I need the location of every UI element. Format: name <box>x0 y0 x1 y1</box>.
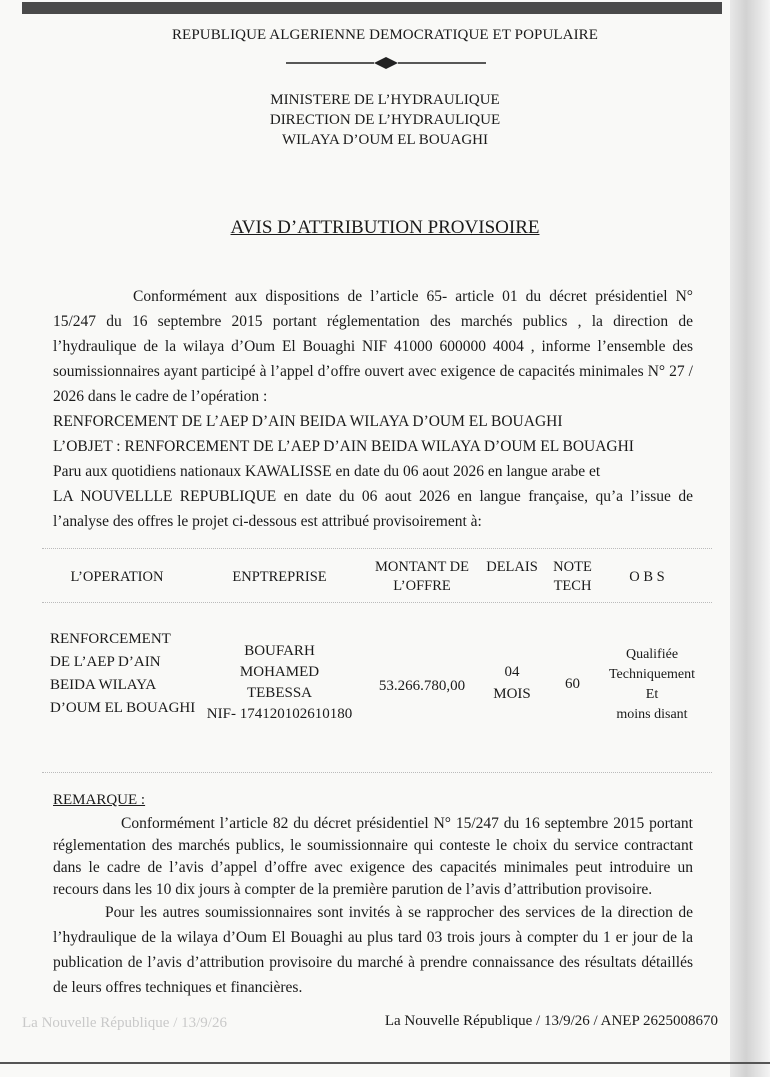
header-montant-line2: L’OFFRE <box>393 578 451 594</box>
table-top-rule <box>42 548 712 549</box>
publication-line-1: Paru aux quotidiens nationaux KAWALISSE en date du 06 aout 2026 en langue arabe et <box>53 463 601 480</box>
cell-operation-line: BEIDA WILAYA <box>50 677 157 693</box>
intro-section <box>53 284 693 534</box>
remarque-paragraph-2: Pour les autres soumissionnaires sont invités à se rapprocher des services de la direction de l’hydraulique de la wilaya d’Oum El Bouaghi au plus tard 03 trois jours à compter du 1 er jour de la publication de l’avis d’attribution provisoire du marché à prendre connaissance des résultats détaillés de leurs offres techniques et financières. <box>53 904 693 996</box>
header-obs: O B S <box>629 569 665 585</box>
header-note <box>545 558 600 596</box>
cell-obs-line: Techniquement <box>608 667 696 682</box>
cell-entreprise-line: BOUFARH <box>244 643 315 659</box>
remarque-section-2 <box>53 900 693 1000</box>
intro-paragraph: Conformément aux dispositions de l’article 65- article 01 du décret présidentiel N° 15/247 du 16 septembre 2015 portant réglementation des marchés publics , la direction de l’hydraulique de la wilaya d’Oum El Bouaghi NIF 41000 600000 4004 , informe l’ensemble des soumissionnaires ayant participé à l’appel d’offre ouvert avec exigence de capacités minimales N° 27 / 2026 dans le cadre de l’opération : <box>53 288 693 405</box>
cell-obs-line: moins disant <box>616 707 688 722</box>
header-montant-line1: MONTANT DE <box>374 559 470 575</box>
cell-operation-line: D’OUM EL BOUAGHI <box>50 700 196 716</box>
republic-header: REPUBLIQUE ALGERIENNE DEMOCRATIQUE ET POPULAIRE <box>171 27 599 43</box>
operation-line: RENFORCEMENT DE L’AEP D’AIN BEIDA WILAYA D’OUM EL BOUAGHI <box>53 413 563 430</box>
header-montant <box>367 558 477 596</box>
header-delais: DELAIS <box>486 559 538 575</box>
header-note-line2: TECH <box>553 578 592 594</box>
scan-bottom-rule <box>0 1062 770 1064</box>
cell-obs-line: Qualifiée <box>625 647 679 662</box>
bleed-through-footer: La Nouvelle République / 13/9/26 <box>22 1015 227 1031</box>
header-note-line1: NOTE <box>553 559 592 575</box>
header-ornament <box>286 56 486 70</box>
header-entreprise: ENPTREPRISE <box>232 569 327 585</box>
cell-entreprise-line: MOHAMED <box>239 664 320 680</box>
ministry-block <box>40 90 730 150</box>
ministry-line: MINISTERE DE L’HYDRAULIQUE <box>270 92 500 108</box>
remarque-paragraph-1: Conformément l’article 82 du décret présidentiel N° 15/247 du 16 septembre 2015 portant réglementation des marchés publics, le soumissionnaire qui conteste le choix du service contractant dans le cadre de l’avis d’appel d’offre avec exigence des capacités minimales peut introduire un recours dans les 10 dix jours à compter de la première parution de l’avis d’attribution provisoire. <box>53 815 693 898</box>
cell-entreprise-line: NIF- 174120102610180 <box>206 706 353 722</box>
cell-note: 60 <box>565 676 580 692</box>
remarque-section <box>53 813 693 901</box>
header-operation: L’OPERATION <box>70 569 164 585</box>
direction-line: DIRECTION DE L’HYDRAULIQUE <box>269 112 501 128</box>
object-line: L’OBJET : RENFORCEMENT DE L’AEP D’AIN BEIDA WILAYA D’OUM EL BOUAGHI <box>53 438 634 455</box>
cell-obs <box>597 645 707 725</box>
scan-right-edge <box>730 0 770 1077</box>
document-title: AVIS D’ATTRIBUTION PROVISOIRE <box>230 217 540 238</box>
cell-operation <box>50 628 210 720</box>
scan-top-bar <box>22 2 722 14</box>
cell-delais-line: 04 <box>504 664 520 680</box>
publication-footer: La Nouvelle République / 13/9/26 / ANEP 2625008670 <box>384 1013 718 1029</box>
wilaya-line: WILAYA D’OUM EL BOUAGHI <box>282 132 488 148</box>
cell-montant: 53.266.780,00 <box>378 678 466 694</box>
cell-delais-line: MOIS <box>493 686 531 702</box>
cell-delais <box>482 661 542 705</box>
cell-obs-line: Et <box>645 687 659 702</box>
publication-line-2: LA NOUVELLLE REPUBLIQUE en date du 06 aout 2026 en langue française, qu’a l’issue de l’analyse des offres le projet ci-dessous est attribué provisoirement à: <box>53 488 693 530</box>
cell-entreprise <box>202 641 357 725</box>
cell-operation-line: RENFORCEMENT <box>50 631 171 647</box>
table-bottom-rule <box>42 772 712 773</box>
table-header-rule <box>42 602 712 603</box>
cell-entreprise-line: TEBESSA <box>246 685 312 701</box>
remarque-label: REMARQUE : <box>53 792 146 808</box>
attribution-table <box>42 548 712 773</box>
cell-operation-line: DE L’AEP D’AIN <box>50 654 161 670</box>
